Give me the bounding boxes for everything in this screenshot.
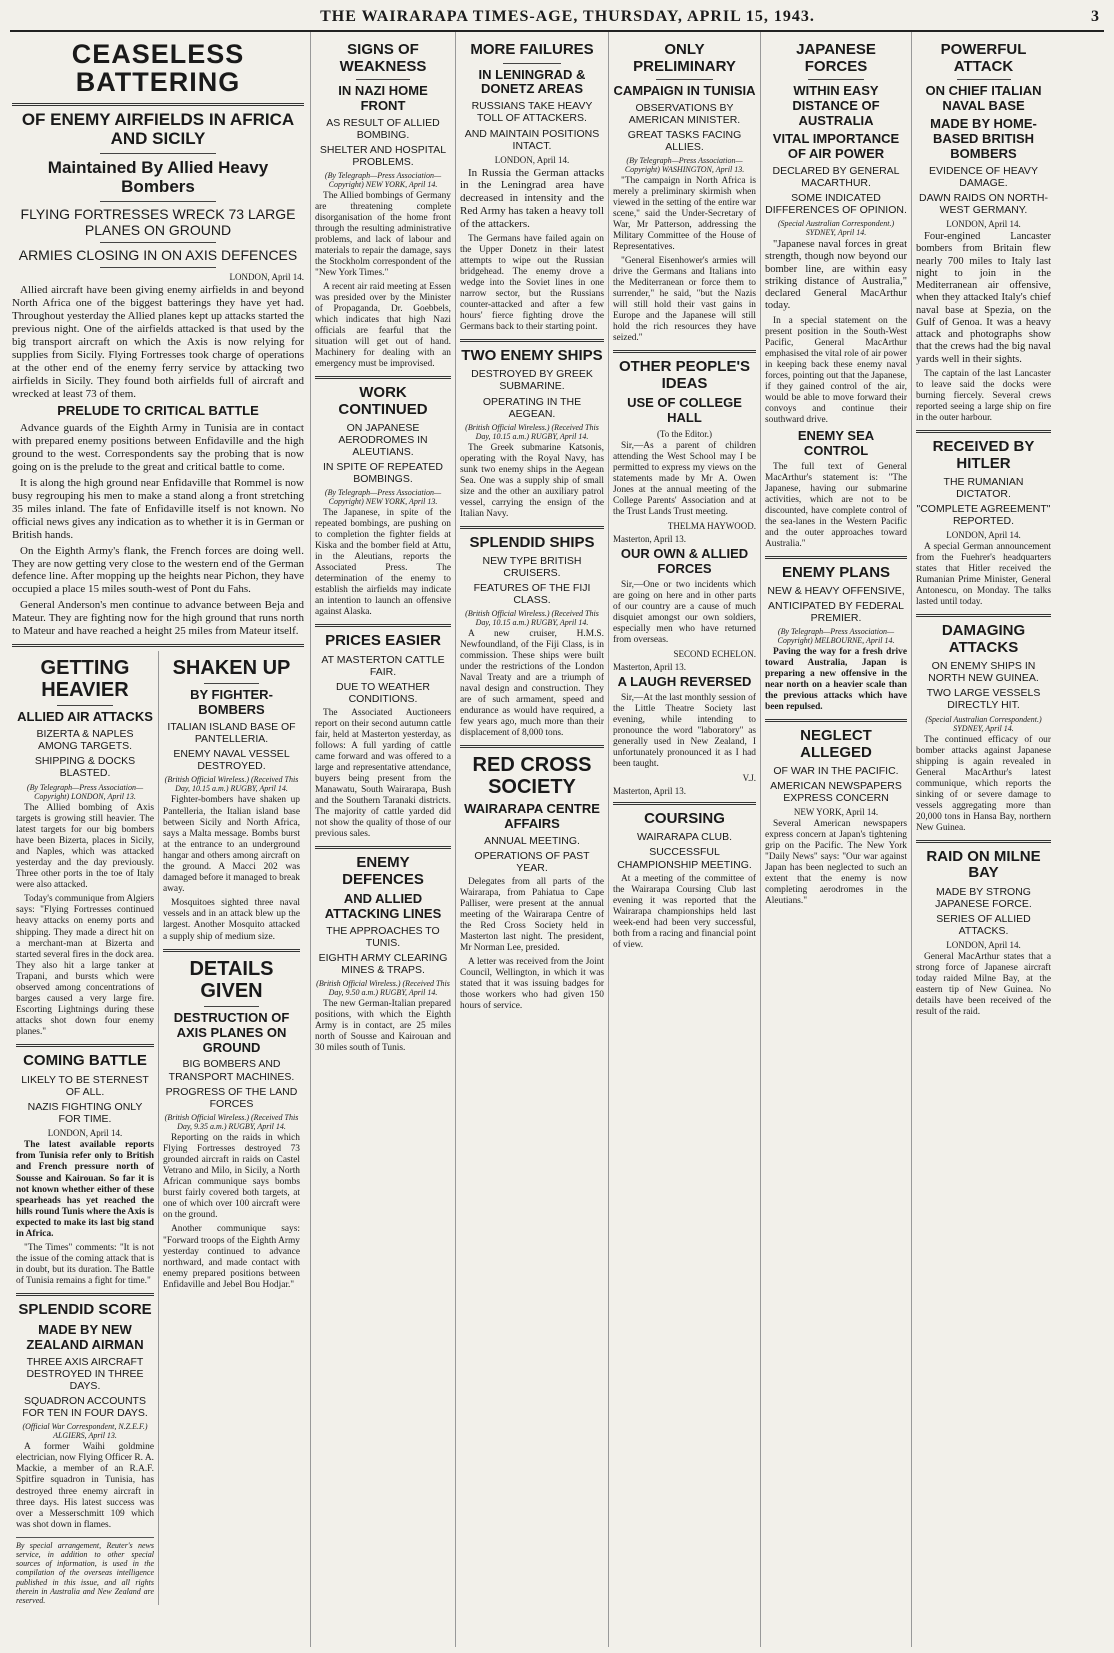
milne-dateline: LONDON, April 14. bbox=[946, 939, 1021, 950]
coming-paragraph: "The Times" comments: "It is not the issue of the coming attack that is in doubt, but its duration. The Battle of Tunisia remains a fight for time." bbox=[16, 1243, 154, 1287]
lead-paragraph: General Anderson's men continue to advance between Beja and Mateur. They are fighting now for the high ground that runs north to Mateur and have reached a height 25 miles from Mateur itself. bbox=[12, 599, 304, 638]
details-headline: DETAILS GIVEN bbox=[189, 957, 274, 1002]
lead-sub1: OF ENEMY AIRFIELDS IN AFRICA AND SICILY bbox=[21, 109, 295, 149]
preliminary-sub: OBSERVATIONS BY AMERICAN MINISTER. bbox=[628, 101, 741, 126]
coursing-paragraph: At a meeting of the committee of the Wairarapa Coursing Club last evening it was reported that the Wairarapa championships held last week-end had been very successful, both from a racing and financial point of view. bbox=[613, 873, 756, 950]
red-cross-paragraph: A letter was received from the Joint Council, Wellington, in which it was stated that it was issuing badges for those workers who had given 150 hours of service. bbox=[460, 957, 604, 1012]
masthead-title: THE WAIRARAPA TIMES-AGE, THURSDAY, APRIL 15, 1943. bbox=[320, 8, 815, 25]
ships-byline: (British Official Wireless.) (Received This Day, 10.15 a.m.) RUGBY, April 14. bbox=[465, 422, 599, 441]
preliminary-sub: CAMPAIGN IN TUNISIA bbox=[613, 83, 756, 98]
neglect-sub: OF WAR IN THE PACIFIC. bbox=[773, 765, 899, 778]
coming-sub: NAZIS FIGHTING ONLY FOR TIME. bbox=[27, 1101, 143, 1126]
ideas-paragraph: Sir,—At the last monthly session of the Little Theatre Society last evening, while intending to pronounce the word "laboratory" as generally used in New Zealand, I unfortunately pronounced it as I had been taught. bbox=[613, 692, 756, 769]
shaken-sub: ITALIAN ISLAND BASE OF PANTELLERIA. bbox=[167, 721, 296, 746]
failures-paragraph: In Russia the German attacks in the Leningrad area have decreased in intensity and the Red Army has taken a heavy toll of the attackers. bbox=[460, 166, 604, 231]
enemy-defences-paragraph: The new German-Italian prepared positions, with which the Eighth Army is in contact, are 25 miles north of Sousse and Kairouan and 30 miles south of Tunis. bbox=[315, 999, 451, 1054]
preliminary-paragraph: "General Eisenhower's armies will drive the Germans and Italians into the Mediterranean or force them to surrender," he said, "but the Nazis will still hold their vast gains in Europe and the Japanese will still hold the rich resources they have seized." bbox=[613, 256, 756, 344]
splendid-headline: SPLENDID SCORE bbox=[18, 1301, 152, 1319]
received-dateline: LONDON, April 14. bbox=[946, 530, 1021, 541]
weakness-byline: (By Telegraph—Press Association—Copyright) NEW YORK, April 14. bbox=[324, 171, 442, 190]
neglect-dateline: NEW YORK, April 14. bbox=[793, 807, 879, 818]
enemy-plans-sub: NEW & HEAVY OFFENSIVE, bbox=[767, 585, 905, 597]
ships-sub: DESTROYED BY GREEK SUBMARINE. bbox=[471, 368, 593, 393]
preliminary-byline: (By Telegraph—Press Association—Copyright) WASHINGTON, April 13. bbox=[624, 156, 745, 175]
ideas-place: Masterton, April 13. bbox=[613, 534, 686, 545]
coursing-sub: WAIRARAPA CLUB. bbox=[636, 831, 733, 844]
column-powerful bbox=[911, 32, 1055, 1647]
japanese-sub: ENEMY SEA CONTROL bbox=[797, 427, 875, 458]
powerful-paragraph: Four-engined Lancaster bombers from Britain flew nearly 700 miles to Italy last night to join in the Mediterranean air offensive, when they attacked Italy's chief naval base at Spezia, on the Gulf of Genoa. It was a heavy attack and photographs show that the crews had the big naval yards well in their sights. bbox=[916, 230, 1051, 365]
ideas-signature: THELMA HAYWOOD. bbox=[667, 521, 756, 532]
shaken-sub: ENEMY NAVAL VESSEL DESTROYED. bbox=[173, 748, 290, 773]
failures-sub: IN LENINGRAD & DONETZ AREAS bbox=[478, 66, 586, 97]
ideas-paragraph: Sir,—One or two incidents which are going on here and in other parts of our country are a cause of much disquiet amongst our own soldiers, especially men who have returned from overseas. bbox=[613, 579, 756, 645]
received-sub: THE RUMANIAN DICTATOR. bbox=[943, 476, 1024, 501]
coursing-sub: SUCCESSFUL CHAMPIONSHIP MEETING. bbox=[617, 846, 752, 871]
damaging-sub: TWO LARGE VESSELS DIRECTLY HIT. bbox=[926, 687, 1041, 712]
lead-paragraph: On the Eighth Army's flank, the French forces are doing well. They are now getting very close to the western end of the German defence line. After mopping up the heights near Pichon, they have occupied a place 15 miles south-west of Pont du Fahs. bbox=[12, 544, 304, 596]
lead-headline: CEASELESS BATTERING bbox=[71, 39, 245, 98]
lead-sub2: Maintained By Allied Heavy Bombers bbox=[47, 157, 269, 197]
powerful-sub: MADE BY HOME-BASED BRITISH BOMBERS bbox=[930, 115, 1037, 161]
milne-headline: RAID ON MILNE BAY bbox=[926, 847, 1041, 882]
lead-prelude: PRELUDE TO CRITICAL BATTLE bbox=[57, 402, 259, 418]
enemy-plans-paragraph: Paving the way for a fresh drive toward Australia, Japan is preparing a new offensive in the near north on a heavier scale than the previous attacks which have been repulsed. bbox=[765, 647, 907, 713]
shaken-paragraph: Mosquitoes sighted three naval vessels and in an attack blew up the largest. Another Mosquito attacked a supply ship of medium size. bbox=[163, 898, 300, 942]
details-sub: PROGRESS OF THE LAND FORCES bbox=[165, 1085, 298, 1110]
weakness-paragraph: A recent air raid meeting at Essen was presided over by the Minister of Propaganda, Dr. Goebbels, which indicates that high Nazi officials are fearful that the situation will get out of hand. Machinery for dealing with an emergency must be improvised. bbox=[315, 282, 451, 370]
red-cross-sub: ANNUAL MEETING. bbox=[484, 835, 580, 848]
japanese-sub: SOME INDICATED DIFFERENCES OF OPINION. bbox=[765, 191, 907, 216]
powerful-headline: POWERFUL ATTACK bbox=[940, 41, 1027, 75]
coming-paragraph: The latest available reports from Tunisia refer only to British and French pressure north of Sousse and Kairouan. So far it is not known whether either of these spearheads has yet reached the hills round Tunis where the Axis is expected to make its last big stand in Africa. bbox=[16, 1140, 154, 1239]
column-japanese bbox=[760, 32, 911, 1647]
coming-sub: LIKELY TO BE STERNEST OF ALL. bbox=[21, 1073, 149, 1099]
milne-paragraph: General MacArthur states that a strong force of Japanese aircraft today raided Milne Bay, at the eastern tip of New Guinea. No details have been received of the result of the raid. bbox=[916, 951, 1051, 1017]
weakness-headline: SIGNS OF WEAKNESS bbox=[339, 41, 427, 75]
enemy-plans-byline: (By Telegraph—Press Association—Copyright) MELBOURNE, April 14. bbox=[777, 627, 895, 646]
shaken-byline: (British Official Wireless.) (Received This Day, 10.15 a.m.) RUGBY, April 14. bbox=[164, 775, 299, 794]
failures-sub: RUSSIANS TAKE HEAVY TOLL OF ATTACKERS. bbox=[471, 100, 593, 125]
japanese-sub: DECLARED BY GENERAL MACARTHUR. bbox=[772, 164, 900, 189]
preliminary-paragraph: "The campaign in North Africa is merely a preliminary skirmish when viewed in the setting of the entire war scene," said the Under-Secretary of War, Mr Patterson, addressing the Military Committee of the House of Representatives. bbox=[613, 176, 756, 253]
shaken-headline: SHAKEN UP bbox=[172, 657, 291, 680]
ideas-paragraph: Sir,—As a parent of children attending the West School may I be permitted to express my views on the statements made by Mr A. Owen Jones at the annual meeting of the College Parents' Association and at the Trust Lands Trust meeting. bbox=[613, 441, 756, 518]
splendid-sub: SQUADRON ACCOUNTS FOR TEN IN FOUR DAYS. bbox=[22, 1395, 148, 1420]
neglect-paragraph: Several American newspapers express concern at Japan's tightening grip on the Pacific. The New York "Daily News" says: "Our war against Japan has been neglected to such an extent that the enemy is now completing aerodromes in the Aleutians." bbox=[765, 819, 907, 907]
received-sub: "COMPLETE AGREEMENT" REPORTED. bbox=[916, 503, 1051, 528]
ideas-sub: A LAUGH REVERSED bbox=[617, 673, 752, 689]
powerful-sub: DAWN RAIDS ON NORTH-WEST GERMANY. bbox=[919, 191, 1048, 216]
preliminary-headline: ONLY PRELIMINARY bbox=[633, 41, 736, 75]
ideas-sub: USE OF COLLEGE HALL bbox=[627, 395, 742, 426]
lead-dateline: LONDON, April 14. bbox=[229, 272, 304, 283]
neglect-sub: AMERICAN NEWSPAPERS EXPRESS CONCERN bbox=[770, 780, 902, 805]
weakness-paragraph: The Allied bombings of Germany are threatening complete disorganisation of the home front through the resulting administrative problems, and lack of labour and materials to repair the damage, says the Stockholm correspondent of the "New York Times." bbox=[315, 191, 451, 279]
details-sub: DESTRUCTION OF AXIS PLANES ON GROUND bbox=[173, 1009, 290, 1055]
ideas-place: Masterton, April 13. bbox=[613, 785, 686, 796]
splendid-ships-byline: (British Official Wireless.) (Received This Day, 10.15 a.m.) RUGBY, April 14. bbox=[465, 609, 599, 628]
work-sub: IN SPITE OF REPEATED BOMBINGS. bbox=[323, 461, 443, 486]
lead-sub4: ARMIES CLOSING IN ON AXIS DEFENCES bbox=[18, 247, 298, 264]
ideas-to-editor: (To the Editor.) bbox=[656, 429, 713, 440]
japanese-paragraph: "Japanese naval forces in great strength, though now beyond our bomber line, are within easy striking distance of Australia," declared General MacArthur today. bbox=[765, 238, 907, 312]
red-cross-sub: WAIRARAPA CENTRE AFFAIRS bbox=[464, 801, 600, 832]
shaken-sub: BY FIGHTER-BOMBERS bbox=[190, 687, 273, 718]
ideas-place: Masterton, April 13. bbox=[613, 661, 686, 672]
column-weakness bbox=[310, 32, 455, 1647]
splendid-sub: MADE BY NEW ZEALAND AIRMAN bbox=[26, 1321, 144, 1352]
work-byline: (By Telegraph—Press Association—Copyright) NEW YORK, April 13. bbox=[324, 488, 442, 507]
ideas-signature: V.J. bbox=[742, 772, 756, 783]
powerful-dateline: LONDON, April 14. bbox=[946, 218, 1021, 229]
splendid-sub: THREE AXIS AIRCRAFT DESTROYED IN THREE DAYS. bbox=[26, 1355, 144, 1392]
failures-sub: AND MAINTAIN POSITIONS INTACT. bbox=[464, 127, 600, 152]
enemy-defences-sub: THE APPROACHES TO TUNIS. bbox=[326, 925, 440, 950]
japanese-headline: JAPANESE FORCES bbox=[796, 41, 876, 75]
page-number: 3 bbox=[1091, 8, 1100, 25]
powerful-paragraph: The captain of the last Lancaster to leave said the docks were burning fiercely. Several crews reported seeing a large ship on fire in the outer harbour. bbox=[916, 369, 1051, 424]
heavier-byline: (By Telegraph—Press Association—Copyright) LONDON, April 13. bbox=[26, 782, 144, 801]
shaken-paragraph: Fighter-bombers have shaken up Pantelleria, the Italian island base between Sicily and North Africa, says a Malta message. Bombs burst at the entrance to an underground hangar and others among aircraft on the ground. A Macci 202 was damaged before it managed to break away. bbox=[163, 795, 300, 895]
damaging-headline: DAMAGING ATTACKS bbox=[941, 622, 1026, 656]
powerful-sub: ON CHIEF ITALIAN NAVAL BASE bbox=[925, 83, 1042, 113]
ships-headline: TWO ENEMY SHIPS bbox=[461, 346, 603, 364]
enemy-defences-sub: EIGHTH ARMY CLEARING MINES & TRAPS. bbox=[318, 952, 448, 977]
red-cross-paragraph: Delegates from all parts of the Wairarapa, from Pahiatua to Cape Palliser, were present at the annual meeting of the Wairarapa Centre of the Red Cross Society held in Masterton last night. The president, Mr Norman Lee, presided. bbox=[460, 877, 604, 954]
footnote: By special arrangement, Reuter's news service, in addition to other special sources of information, is used in the compilation of the overseas intelligence published in this issue, and all rights therein in Australia and New Zealand are reserved. bbox=[16, 1537, 154, 1605]
japanese-sub: VITAL IMPORTANCE OF AIR POWER bbox=[772, 130, 900, 161]
enemy-plans-headline: ENEMY PLANS bbox=[781, 563, 891, 581]
ideas-signature: SECOND ECHELON. bbox=[673, 648, 756, 659]
heavier-headline: GETTING HEAVIER bbox=[40, 657, 130, 702]
japanese-paragraph: The full text of General MacArthur's statement is: "The Japanese, having our submarine activities, which are not to be discounted, have complete control of the sea-lanes in the Western Pacific and the outer approaches toward Australia." bbox=[765, 461, 907, 549]
failures-headline: MORE FAILURES bbox=[470, 41, 594, 58]
lead-paragraph: It is along the high ground near Enfidaville that Rommel is now busy regrouping his men to make a stand along a front stretching 35 miles inland. The fate of Enfidaville itself is not known. No official news gives any indication as to whether it is in German or British hands. bbox=[12, 476, 304, 541]
lead-subcolumns bbox=[12, 651, 304, 1605]
prices-sub: AT MASTERTON CATTLE FAIR. bbox=[321, 653, 445, 678]
ships-paragraph: The Greek submarine Katsonis, operating with the Royal Navy, has sunk two enemy ships in the Aegean Sea. One was a supply ship of small size and the other an auxiliary patrol vessel, carrying the ensign of the Italian Navy. bbox=[460, 442, 604, 519]
splendid-ships-headline: SPLENDID SHIPS bbox=[469, 533, 595, 551]
failures-paragraph: The Germans have failed again on the Upper Donetz in their latest attempts to wipe out the Russian bridgehead. The enemy drove a wedge into the Soviet lines in one narrow sector, but the Russians counter-attacked and after a few hours' fierce fighting drove the Germans back to their starting point. bbox=[460, 233, 604, 332]
failures-dateline: LONDON, April 14. bbox=[494, 154, 570, 165]
details-sub: BIG BOMBERS AND TRANSPORT MACHINES. bbox=[168, 1058, 295, 1083]
ideas-headline: OTHER PEOPLE'S IDEAS bbox=[618, 358, 751, 392]
received-paragraph: A special German announcement from the Fuehrer's headquarters states that Hitler received the Rumanian Prime Minister, General Antonescu, on Monday. The talks lasted until today. bbox=[916, 542, 1051, 608]
ideas-sub: OUR OWN & ALLIED FORCES bbox=[620, 546, 749, 576]
weakness-sub: IN NAZI HOME FRONT bbox=[338, 83, 428, 113]
prices-headline: PRICES EASIER bbox=[325, 632, 441, 650]
neglect-headline: NEGLECT ALLEGED bbox=[800, 727, 872, 761]
red-cross-headline: RED CROSS SOCIETY bbox=[472, 754, 592, 799]
coming-dateline: LONDON, April 14. bbox=[47, 1128, 123, 1139]
japanese-byline: (Special Australian Correspondent.) SYDNEY, April 14. bbox=[777, 218, 895, 237]
splendid-ships-sub: NEW TYPE BRITISH CRUISERS. bbox=[482, 555, 582, 580]
lead-paragraph: Allied aircraft have been giving enemy airfields in and beyond North Africa one of the biggest batterings they have yet had. Throughout yesterday the Allied planes kept up attacks started the previous night. One of the airfields attacked is that used by the big transport aircraft on which the Axis is now relying for supplies from Sicily. Flying Fortresses took charge of operations at the other end of the enemy ferry service by attacking two airfields in Sicily. They found both airfields full of aircraft and wrecked at least 73 of them. bbox=[12, 284, 304, 400]
heavier-paragraph: The Allied bombing of Axis targets is growing still heavier. The latest targets for our big bombers have been Bizerta, places in Sicily, and Naples, which was attacked yesterday and the day previously. Three other ports in the toe of Italy were also attacked. bbox=[16, 802, 154, 891]
column-failures bbox=[455, 32, 608, 1647]
lead-column bbox=[10, 32, 310, 1647]
work-paragraph: The Japanese, in spite of the repeated bombings, are pushing on to completion the fighter fields at Kiska and the bomber field at Attu, in the Aleutians, reports the Associated Press. The determination of the enemy to establish the airfields may indicate an intention to launch an offensive against Alaska. bbox=[315, 508, 451, 618]
masthead bbox=[10, 6, 1104, 32]
heavier-sub: BIZERTA & NAPLES AMONG TARGETS. bbox=[36, 728, 134, 753]
details-paragraph: Reporting on the raids in which Flying Fortresses destroyed 73 grounded aircraft in raids on Castel Vetrano and Milo, in Sicily, a North African communique says bombs burst fairly covered both targets, at one of which over 100 aircraft were on the ground. bbox=[163, 1132, 300, 1221]
heavier-sub: ALLIED AIR ATTACKS bbox=[17, 709, 153, 725]
lead-sub3: FLYING FORTRESSES WRECK 73 LARGE PLANES ON GROUND bbox=[20, 205, 296, 238]
milne-sub: SERIES OF ALLIED ATTACKS. bbox=[936, 912, 1031, 937]
japanese-paragraph: In a special statement on the present position in the South-West Pacific, General MacArthur emphasised the vital role of air power in keeping back these enemy naval forces, pointing out that the Japanese, if they gained control of the air, would be able to move forward their convoys and continue their southward drive. bbox=[765, 315, 907, 425]
milne-sub: MADE BY STRONG JAPANESE FORCE. bbox=[935, 885, 1032, 910]
columns bbox=[10, 32, 1104, 1647]
coming-headline: COMING BATTLE bbox=[23, 1052, 147, 1070]
damaging-byline: (Special Australian Correspondent.) SYDNEY, April 14. bbox=[925, 714, 1042, 733]
splendid-ships-sub: FEATURES OF THE FIJI CLASS. bbox=[473, 582, 591, 607]
work-sub: ON JAPANESE AERODROMES IN ALEUTIANS. bbox=[338, 422, 428, 459]
enemy-defences-headline: ENEMY DEFENCES bbox=[342, 854, 424, 888]
heavier-sub: SHIPPING & DOCKS BLASTED. bbox=[34, 755, 136, 780]
japanese-sub: WITHIN EASY DISTANCE OF AUSTRALIA bbox=[792, 83, 880, 128]
splendid-ships-paragraph: A new cruiser, H.M.S. Newfoundland, of the Fiji Class, is in commission. These ships were built under the restrictions of the London Naval Treaty and are a triumph of naval design and construction. They are of such armament, speed and endurance as would have required, a few years ago, much more than their displacement of 8,000 tons. bbox=[460, 629, 604, 739]
damaging-sub: ON ENEMY SHIPS IN NORTH NEW GUINEA. bbox=[928, 660, 1039, 685]
received-headline: RECEIVED BY HITLER bbox=[932, 438, 1035, 472]
coursing-headline: COURSING bbox=[644, 809, 725, 827]
weakness-sub: SHELTER AND HOSPITAL PROBLEMS. bbox=[319, 144, 447, 169]
column-preliminary bbox=[608, 32, 760, 1647]
work-headline: WORK CONTINUED bbox=[338, 384, 428, 418]
ships-sub: OPERATING IN THE AEGEAN. bbox=[482, 395, 582, 420]
heavier-paragraph: Today's communique from Algiers says: "Flying Fortresses continued heavy attacks on enemy ports and shipping. They made a direct hit on a merchant-man at Bizerta and started several fires in the dock area. They also hit a large tanker at Trapani, and bursts which were observed among concentrations of barges caused a very large fire. Escorting Lightnings during these attacks shot down four enemy planes." bbox=[16, 894, 154, 1038]
lead-paragraph: Advance guards of the Eighth Army in Tunisia are in contact with prepared enemy positions between Enfidaville and the high ground to the west. Correspondents say the probing that is now going on is the prelude to the great and critical battle to come. bbox=[12, 421, 304, 473]
powerful-sub: EVIDENCE OF HEAVY DAMAGE. bbox=[929, 164, 1038, 189]
details-paragraph: Another communique says: "Forward troops of the Eighth Army yesterday continued to advance northward, and made contact with enemy prepared positions between Enfidaville and Jebel Bou Hodjar." bbox=[163, 1224, 300, 1290]
enemy-defences-byline: (British Official Wireless.) (Received This Day, 9.50 a.m.) RUGBY, April 14. bbox=[316, 979, 450, 998]
splendid-paragraph: A former Waihi goldmine electrician, now Flying Officer R. A. Mackie, a member of an R.A.F. Spitfire squadron in Tunisia, has destroyed three enemy aircraft in three days. His latest success was over a Messerschmitt 109 which was shot down in flames. bbox=[16, 1442, 154, 1530]
enemy-defences-sub: AND ALLIED ATTACKING LINES bbox=[324, 891, 442, 922]
preliminary-sub: GREAT TASKS FACING ALLIES. bbox=[627, 129, 742, 154]
red-cross-sub: OPERATIONS OF PAST YEAR. bbox=[474, 850, 590, 875]
damaging-paragraph: The continued efficacy of our bomber attacks against Japanese shipping is again revealed in General MacArthur's latest communique, which reports the sinking of or severe damage to vessels aggregating more than 20,000 tons in Hansa Bay, northern New Guinea. bbox=[916, 734, 1051, 833]
weakness-sub: AS RESULT OF ALLIED BOMBING. bbox=[326, 116, 440, 141]
enemy-plans-sub: ANTICIPATED BY FEDERAL PREMIER. bbox=[768, 600, 904, 625]
prices-paragraph: The Associated Auctioneers report on their second autumn cattle fair, held at Masterton yesterday, as follows: A full yarding of cattle came forward and was offered to a large and representative attendance, buyers being present from the Manawatu, South Wairarapa, Bush and the Southern Taranaki districts. The majority of cattle yarded did not show the quality of those of our previous sales. bbox=[315, 708, 451, 840]
subcolumn-right bbox=[158, 651, 304, 1605]
splendid-byline: (Official War Correspondent, N.Z.E.F.) ALGIERS, April 13. bbox=[22, 1422, 148, 1441]
details-byline: (British Official Wireless.) (Received This Day, 9.35 a.m.) RUGBY, April 14. bbox=[164, 1112, 299, 1131]
subcolumn-left bbox=[12, 651, 158, 1605]
prices-sub: DUE TO WEATHER CONDITIONS. bbox=[336, 681, 430, 706]
